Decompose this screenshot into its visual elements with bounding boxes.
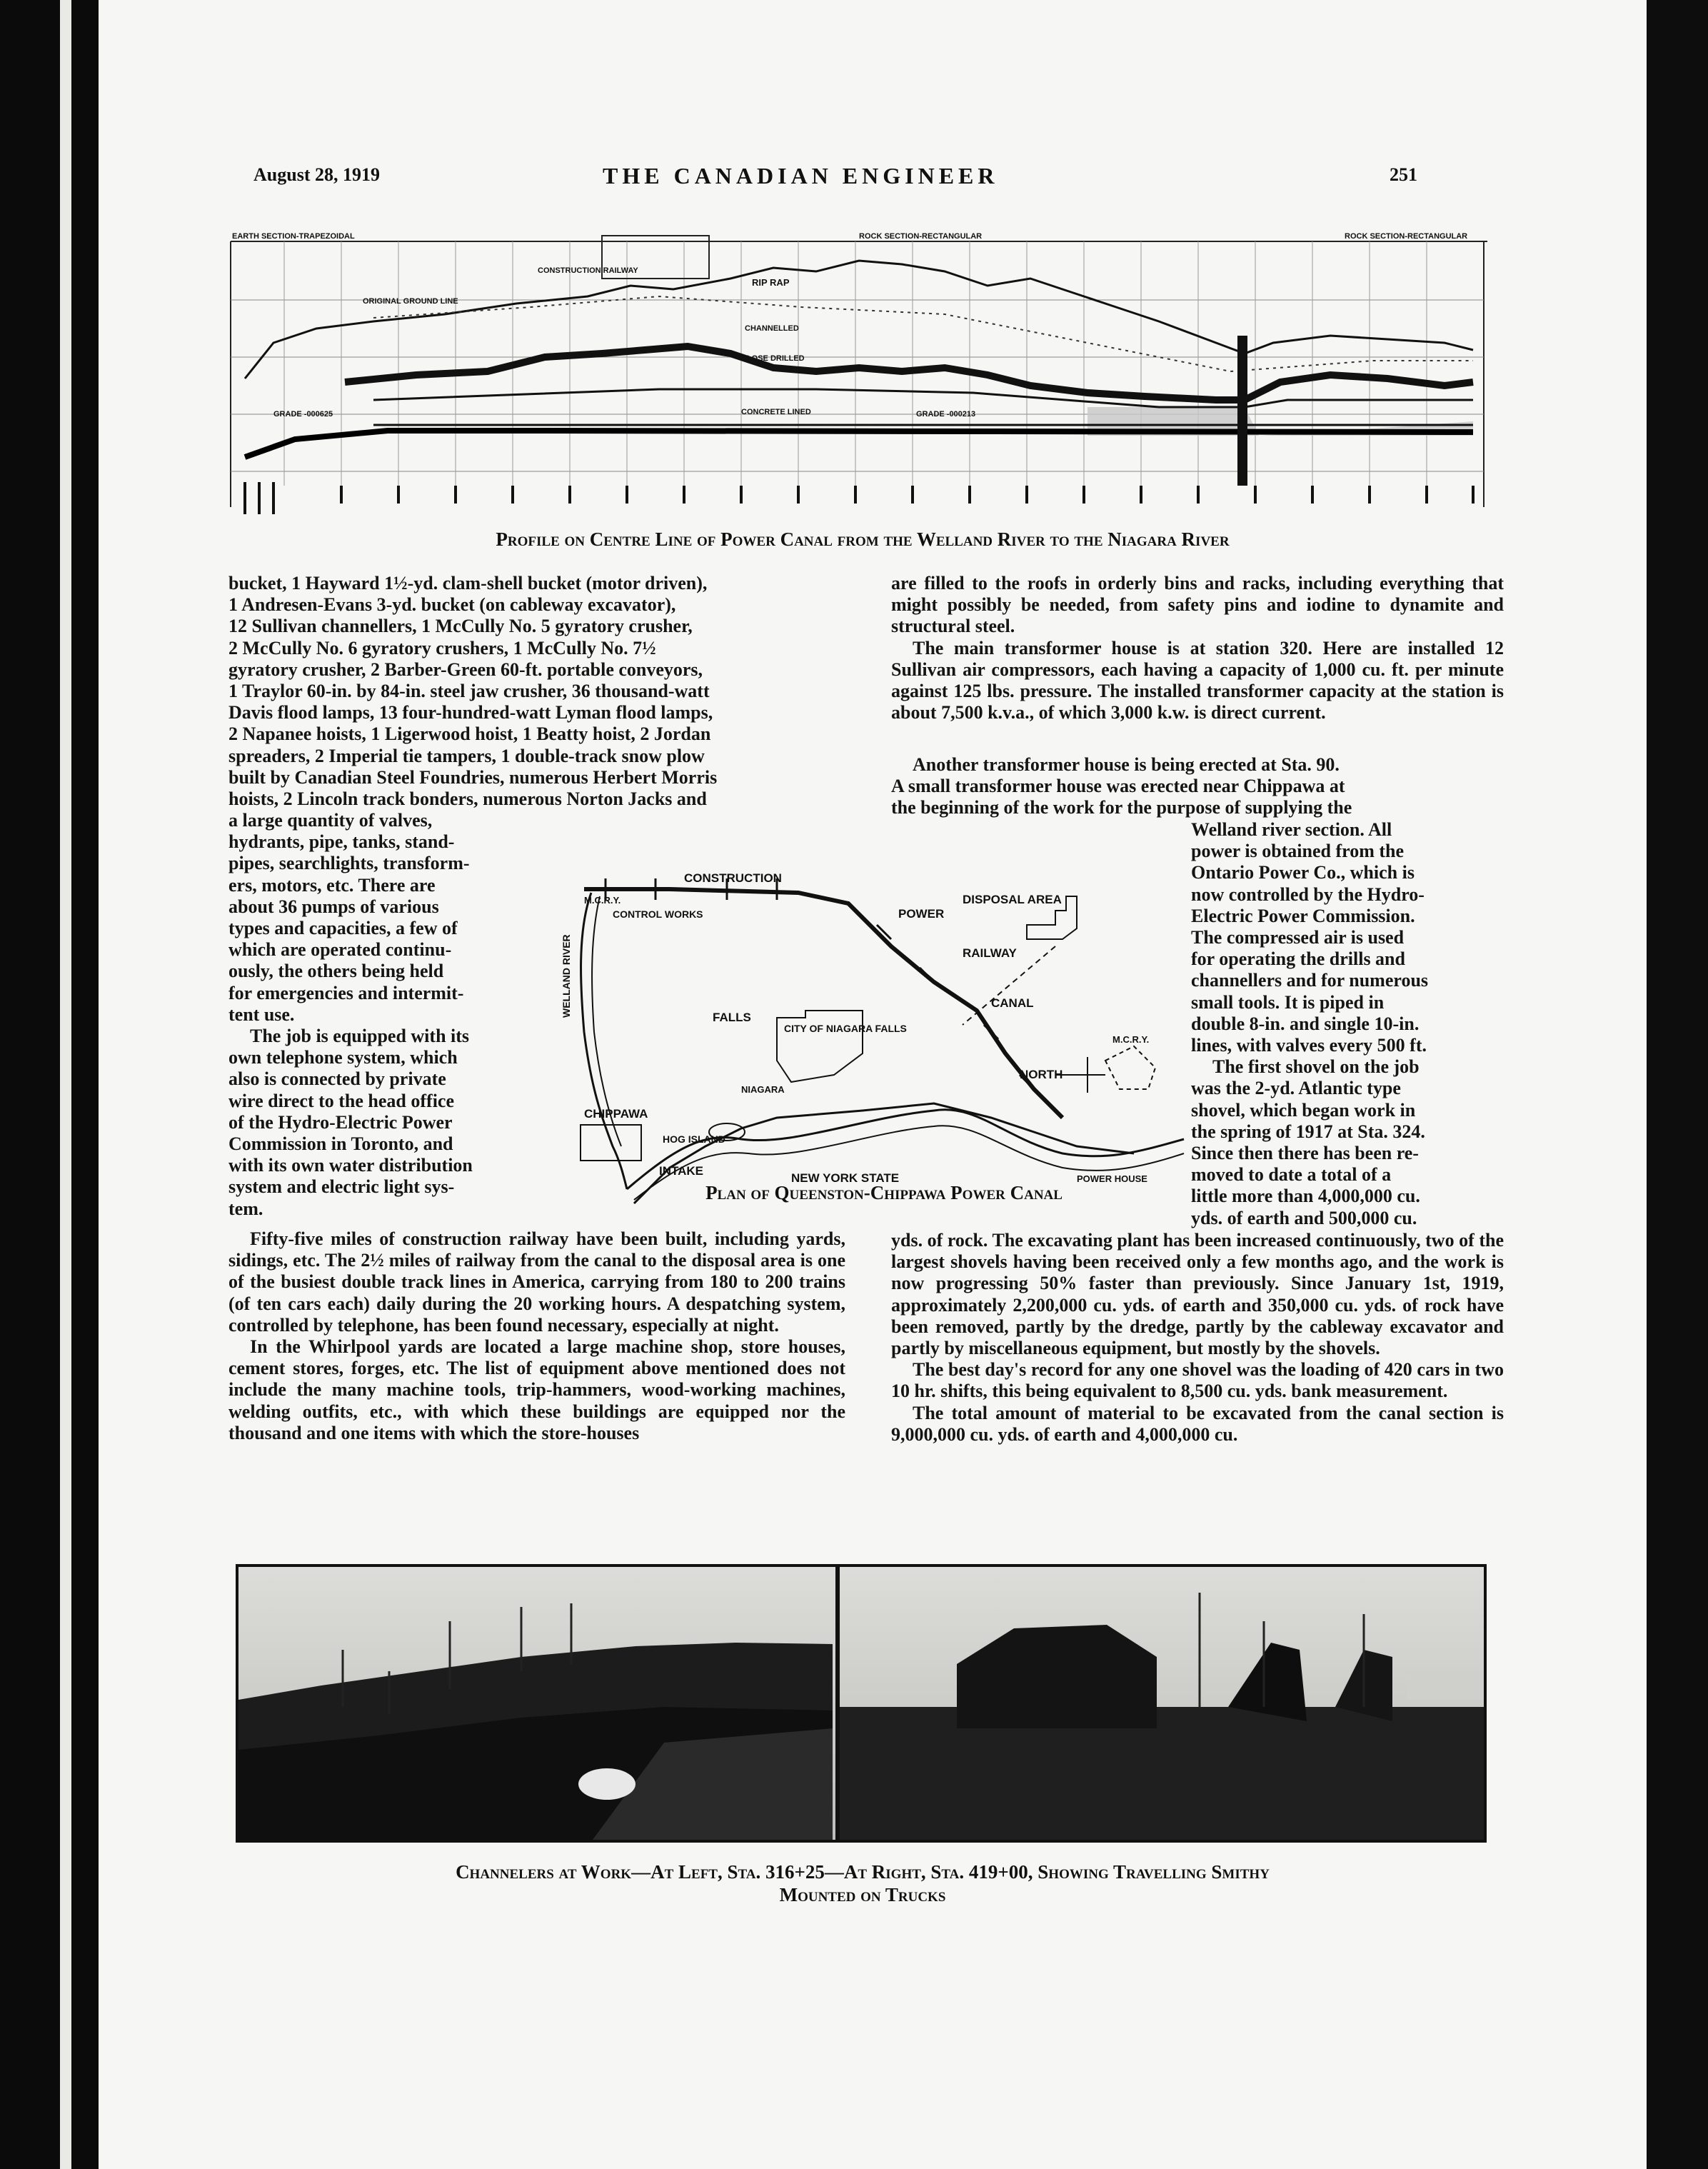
text-line: hydrants, pipe, tanks, stand- xyxy=(228,831,455,853)
text-line: of the Hydro-Electric Power xyxy=(228,1111,453,1133)
text-line: power is obtained from the xyxy=(1191,841,1405,862)
text-line: The job is equipped with its xyxy=(250,1026,470,1047)
text-line: moved to date a total of a xyxy=(1191,1164,1392,1186)
text-line: a large quantity of valves, xyxy=(228,810,433,831)
profile-label-rock-section-1: ROCK SECTION-RECTANGULAR xyxy=(859,232,983,241)
profile-label-grade-left: GRADE -000625 xyxy=(273,410,333,419)
text-line: shovel, which began work in xyxy=(1191,1099,1416,1121)
text-line: Welland river section. All xyxy=(1191,819,1392,840)
photos-caption-line-2: Mounted on Trucks xyxy=(779,1884,946,1905)
running-header xyxy=(99,164,1647,193)
text-line: Electric Power Commission. xyxy=(1191,905,1415,926)
text-line: lines, with valves every 500 ft. xyxy=(1191,1035,1427,1056)
profile-label-rock-section-2: ROCK SECTION-RECTANGULAR xyxy=(1345,232,1468,241)
adjacent-page-edge xyxy=(0,0,99,2169)
text-line: spreaders, 2 Imperial tie tampers, 1 double-track snow plow xyxy=(228,745,705,766)
text-line: tent use. xyxy=(228,1003,295,1025)
text-line: double 8-in. and single 10-in. xyxy=(1191,1013,1420,1034)
canal-profile-figure xyxy=(231,229,1487,529)
map-label-power: POWER xyxy=(898,907,945,921)
text-line: pipes, searchlights, transform- xyxy=(228,853,470,874)
channelers-photographs xyxy=(236,1564,1487,1843)
text-line: for emergencies and intermit- xyxy=(228,982,464,1003)
text-line: ers, motors, etc. There are xyxy=(228,874,436,896)
profile-label-grade-right: GRADE -000213 xyxy=(916,410,976,419)
profile-label-channelled: CHANNELLED xyxy=(745,324,799,333)
text-line: the beginning of the work for the purpose of supplying the xyxy=(891,797,1352,818)
text-line: the spring of 1917 at Sta. 324. xyxy=(1191,1121,1425,1142)
right-column-p3-full xyxy=(891,754,1504,819)
text-line: little more than 4,000,000 cu. xyxy=(1191,1186,1420,1207)
map-label-intake: INTAKE xyxy=(659,1164,704,1178)
profile-label-original-ground-line: ORIGINAL GROUND LINE xyxy=(363,297,458,306)
paragraph: yds. of rock. The excavating plant has been increased continuously, two of the largest shovels having been received only a few months ago, and the work is now progressing 50% faster than previously. Since January 1st, 1919, approximately 2,200,000 cu. yds. of earth and 350,000 cu. yds. of rock have been removed, partly by the dredge, partly by the cableway excavator and partly by miscellaneous equipment, but mostly by the shovels. xyxy=(891,1230,1504,1359)
map-label-new-york-state: NEW YORK STATE xyxy=(791,1171,900,1185)
text-line: types and capacities, a few of xyxy=(228,918,458,939)
text-line: The compressed air is used xyxy=(1191,927,1405,948)
journal-title: THE CANADIAN ENGINEER xyxy=(603,163,999,189)
map-label-control-works: CONTROL WORKS xyxy=(613,908,703,920)
text-line: small tools. It is piped in xyxy=(1191,991,1385,1013)
text-line: 1 Andresen-Evans 3-yd. bucket (on cableway excavator), xyxy=(228,594,676,616)
map-label-welland-river: WELLAND RIVER xyxy=(561,934,572,1018)
map-label-hog-island: HOG ISLAND xyxy=(663,1133,725,1145)
profile-label-earth-section: EARTH SECTION-TRAPEZOIDAL xyxy=(232,232,355,241)
left-column-bottom xyxy=(228,1228,845,1444)
right-column-bottom xyxy=(891,1230,1504,1446)
profile-label-concrete-lined: CONCRETE LINED xyxy=(741,408,811,416)
text-line: 1 Traylor 60-in. by 84-in. steel jaw crusher, 36 thousand-watt xyxy=(228,681,710,702)
scan-border xyxy=(1647,0,1708,2169)
text-line: channellers and for numerous xyxy=(1191,970,1429,991)
map-label-city: CITY OF NIAGARA FALLS xyxy=(784,1023,907,1034)
photos-caption xyxy=(213,1860,1512,1906)
left-column-top xyxy=(228,573,845,810)
text-line: Since then there has been re- xyxy=(1191,1143,1419,1164)
photos-caption-line-1: Channelers at Work—At Left, Sta. 316+25—At Right, Sta. 419+00, Showing Travelling Smithy xyxy=(456,1861,1270,1883)
paragraph: are filled to the roofs in orderly bins and racks, including everything that might possibly be needed, from safety pins and iodine to dynamite and structural steel. xyxy=(891,573,1504,637)
profile-caption: Profile on Centre Line of Power Canal from the Welland River to the Niagara River xyxy=(496,529,1230,550)
right-column-narrow xyxy=(1191,819,1505,1229)
right-column-top xyxy=(891,573,1504,723)
journal-page xyxy=(99,0,1647,2169)
profile-label-close-drilled: CLOSE DRILLED xyxy=(741,354,805,363)
text-line: Ontario Power Co., which is xyxy=(1191,862,1415,883)
text-line: 12 Sullivan channellers, 1 McCully No. 5 gyratory crusher, xyxy=(228,616,693,637)
text-line: yds. of earth and 500,000 cu. xyxy=(1191,1207,1417,1228)
text-line: 2 Napanee hoists, 1 Ligerwood hoist, 1 Beatty hoist, 2 Jordan xyxy=(228,723,711,745)
left-column-narrow xyxy=(228,810,536,1220)
profile-label-construction-railway: CONSTRUCTION RAILWAY xyxy=(538,266,638,275)
text-line: ously, the others being held xyxy=(228,961,444,982)
paragraph: The main transformer house is at station 320. Here are installed 12 Sullivan air compressors, each having a capacity of 1,000 cu. ft. per minute against 125 lbs. pressure. The installed transformer capacity at the station is about 7,500 k.v.a., of which 3,000 k.w. is direct current. xyxy=(891,637,1504,723)
profile-label-rip-rap: RIP RAP xyxy=(752,277,790,288)
text-line: own telephone system, which xyxy=(228,1047,458,1068)
paragraph: The total amount of material to be excavated from the canal section is 9,000,000 cu. yds. of earth and 4,000,000 cu. xyxy=(891,1402,1504,1445)
photo-left xyxy=(238,1567,835,1840)
paragraph: The best day's record for any one shovel was the loading of 420 cars in two 10 hr. shifts, this being equivalent to 8,500 cu. yds. bank measurement. xyxy=(891,1359,1504,1402)
text-line: also is connected by private xyxy=(228,1068,446,1090)
text-line: which are operated continu- xyxy=(228,939,452,961)
text-line: now controlled by the Hydro- xyxy=(1191,883,1425,905)
canal-plan-map xyxy=(563,846,1191,1218)
map-label-mcry-left: M.C.R.Y. xyxy=(584,895,621,906)
text-line: Another transformer house is being erected at Sta. 90. xyxy=(913,754,1340,775)
text-line: gyratory crusher, 2 Barber-Green 60-ft. portable conveyors, xyxy=(228,658,703,680)
map-label-power-house: POWER HOUSE xyxy=(1077,1173,1147,1184)
text-line: was the 2-yd. Atlantic type xyxy=(1191,1078,1401,1099)
map-label-niagara: NIAGARA xyxy=(741,1084,785,1095)
text-line: built by Canadian Steel Foundries, numerous Herbert Morris xyxy=(228,766,718,788)
map-label-chippawa: CHIPPAWA xyxy=(584,1107,648,1121)
map-label-railway: RAILWAY xyxy=(963,946,1017,960)
header-date: August 28, 1919 xyxy=(253,164,380,185)
text-line: Davis flood lamps, 13 four-hundred-watt Lyman flood lamps, xyxy=(228,702,713,723)
text-line: tem. xyxy=(228,1198,263,1219)
text-line: hoists, 2 Lincoln track bonders, numerous Norton Jacks and xyxy=(228,788,707,810)
text-line: with its own water distribution xyxy=(228,1155,473,1176)
map-label-disposal-area: DISPOSAL AREA xyxy=(963,893,1062,906)
text-line: Commission in Toronto, and xyxy=(228,1133,453,1155)
map-label-north: NORTH xyxy=(1020,1068,1063,1081)
text-line: A small transformer house was erected near Chippawa at xyxy=(891,776,1345,797)
text-line: wire direct to the head office xyxy=(228,1090,454,1111)
text-line: about 36 pumps of various xyxy=(228,896,439,917)
paragraph: Fifty-five miles of construction railway have been built, including yards, sidings, etc. The 2½ miles of railway from the canal to the disposal area is one of the busiest double track lines in America, carrying from 180 to 200 trains (of ten cars each) daily during the 20 working hours. A despatching system, controlled by telephone, has been found necessary, especially at night. xyxy=(228,1228,845,1336)
plan-caption: Plan of Queenston-Chippawa Power Canal xyxy=(705,1182,1063,1203)
map-label-falls: FALLS xyxy=(713,1011,751,1024)
text-line: system and electric light sys- xyxy=(228,1176,455,1198)
photo-right xyxy=(840,1567,1484,1840)
text-line: 2 McCully No. 6 gyratory crushers, 1 McCully No. 7½ xyxy=(228,637,656,658)
text-line: The first shovel on the job xyxy=(1212,1056,1420,1078)
text-line: for operating the drills and xyxy=(1191,948,1405,970)
page-number: 251 xyxy=(1390,164,1417,185)
text-line: bucket, 1 Hayward 1½-yd. clam-shell bucket (motor driven), xyxy=(228,573,708,593)
map-label-canal: CANAL xyxy=(991,996,1034,1010)
map-label-construction: CONSTRUCTION xyxy=(684,871,782,885)
paragraph: In the Whirlpool yards are located a large machine shop, store houses, cement stores, forges, etc. The list of equipment above mentioned does not include the many machine tools, trip-hammers, wood-working machines, welding outfits, etc., with which these buildings are equipped nor the thousand and one items with which the store-houses xyxy=(228,1336,845,1443)
map-label-mcry-right: M.C.R.Y. xyxy=(1112,1034,1150,1045)
